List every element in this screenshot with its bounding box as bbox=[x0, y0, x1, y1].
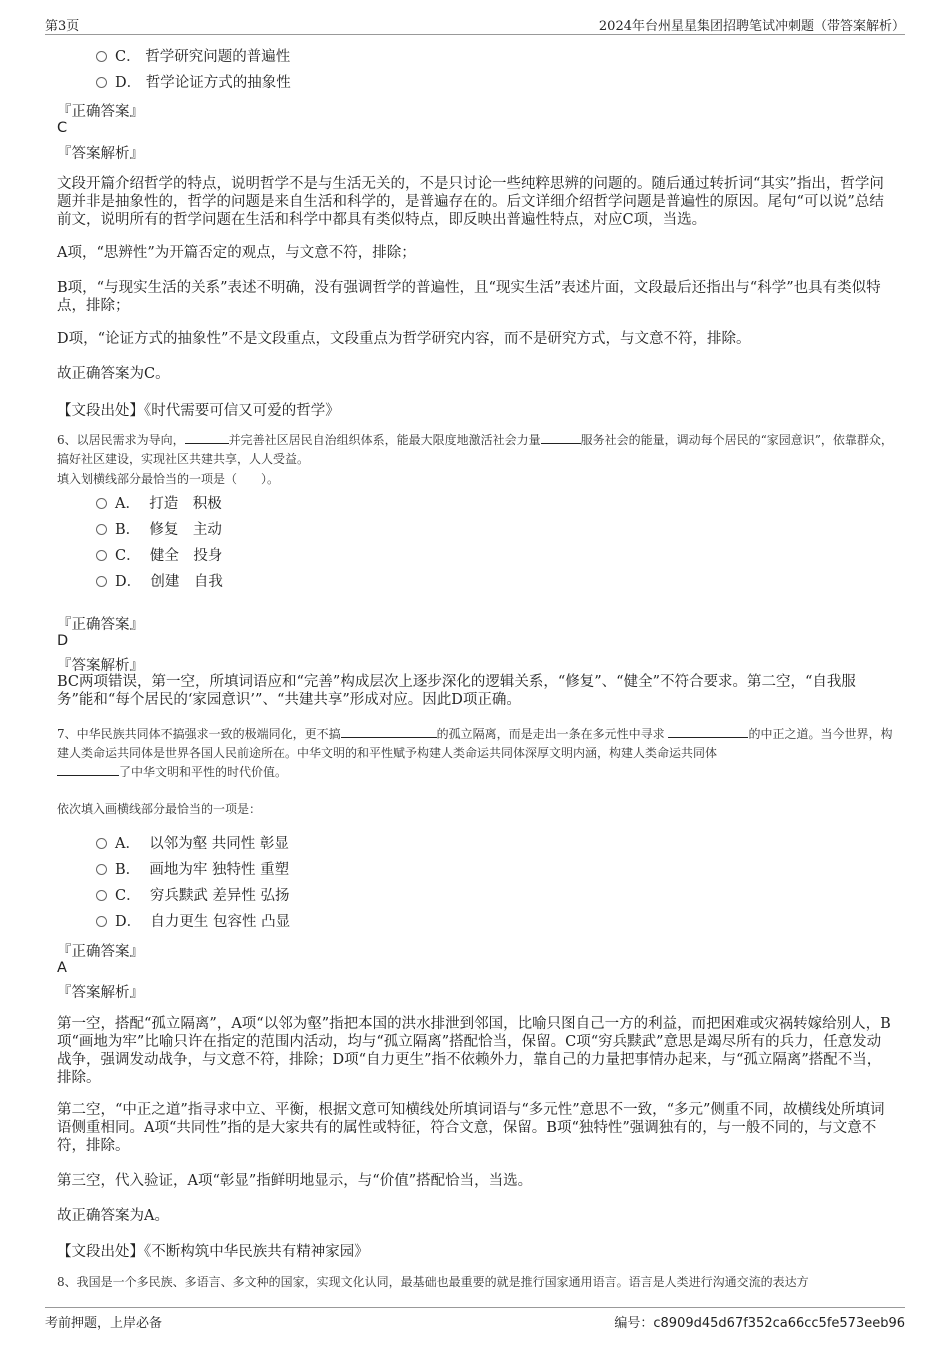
radio-icon[interactable] bbox=[96, 498, 107, 509]
document-title: 2024年台州星星集团招聘笔试冲刺题（带答案解析） bbox=[598, 19, 905, 34]
option-c[interactable]: C． 健全 投身 bbox=[96, 546, 222, 566]
page-header bbox=[45, 15, 905, 33]
analysis-label: 『答案解析』 bbox=[57, 146, 144, 162]
analysis-paragraph: 第一空，搭配“孤立隔离”，A项“以邻为壑”指把本国的洪水排泄到邻国，比喻只图自己一方的利益，而把困难或灾祸转嫁给别人，B项“画地为牢”比喻只许在指定的范围内活动，均与“孤立隔离”搭配恰当，保留。C项“穷兵黩武”意思是竭尽所有的兵力，任意发动战争，强调发动战争，与文意不符，排除；D项“自力更生”指不依赖外力，靠自己的力量把事情办起来，与“孤立隔离”搭配不当，排除。 bbox=[57, 1016, 891, 1086]
analysis-label: 『答案解析』 bbox=[57, 985, 144, 1001]
radio-icon[interactable] bbox=[96, 864, 107, 875]
radio-icon[interactable] bbox=[96, 524, 107, 535]
analysis-paragraph: 故正确答案为C。 bbox=[57, 366, 170, 382]
option-c[interactable]: C． 哲学研究问题的普遍性 bbox=[96, 47, 290, 67]
blank-line bbox=[185, 443, 229, 444]
blank-line bbox=[668, 737, 748, 738]
answer-label: 『正确答案』 bbox=[57, 944, 144, 960]
blank-line bbox=[341, 737, 437, 738]
header-divider bbox=[45, 34, 905, 35]
analysis-paragraph: B项，“与现实生活的关系”表述不明确，没有强调哲学的普遍性，且“现实生活”表述片面，文段最后还指出与“科学”也具有类似特点，排除； bbox=[57, 280, 881, 314]
option-b[interactable]: B． 修复 主动 bbox=[96, 520, 222, 540]
page-footer bbox=[45, 1312, 905, 1330]
radio-icon[interactable] bbox=[96, 576, 107, 587]
question-7-stem: 7、中华民族共同体不搞强求一致的极端同化，更不搞 的孤立隔离，而是走出一条在多元性中寻求 的中正之道。当今世界，构建人类命运共同体是世界各国人民前途所在。中华文明的和平性赋予构建人类命运共同体深厚文明内涵，构建人类命运共同体 了中华文明和平性的时代价值。 bbox=[57, 727, 893, 779]
answer-value: C bbox=[57, 120, 68, 136]
analysis-paragraph: 第二空，“中正之道”指寻求中立、平衡，根据文意可知横线处所填词语与“多元性”意思不一致，“多元”侧重不同，故横线处所填词语侧重相同。A项“共同性”指的是大家共有的属性或特征，符合文意，保留。B项“独特性”强调独有的，与一般不同的，与文意不符，排除。 bbox=[57, 1102, 885, 1154]
footer-divider bbox=[45, 1307, 905, 1308]
page-number: 第3页 bbox=[45, 19, 80, 34]
radio-icon[interactable] bbox=[96, 916, 107, 927]
footer-slogan: 考前押题，上岸必备 bbox=[45, 1316, 163, 1331]
blank-line bbox=[541, 443, 581, 444]
radio-icon[interactable] bbox=[96, 77, 107, 88]
question-8-stem: 8、我国是一个多民族、多语言、多文种的国家，实现文化认同，最基础也最重要的就是推行国家通用语言。语言是人类进行沟通交流的表达方 bbox=[57, 1275, 809, 1289]
answer-value: A bbox=[57, 960, 67, 976]
analysis-label: 『答案解析』 bbox=[57, 658, 144, 674]
answer-label: 『正确答案』 bbox=[57, 617, 144, 633]
radio-icon[interactable] bbox=[96, 838, 107, 849]
option-d[interactable]: D． 自力更生 包容性 凸显 bbox=[96, 912, 290, 932]
question-6-stem: 6、以居民需求为导向， 并完善社区居民自治组织体系，能最大限度地激活社会力量 服务社会的能量，调动每个居民的“家园意识”，依靠群众，搞好社区建设，实现社区共建共享，人人受益。 bbox=[57, 433, 893, 466]
blank-line bbox=[57, 775, 119, 776]
option-d[interactable]: D． 哲学论证方式的抽象性 bbox=[96, 73, 291, 93]
answer-label: 『正确答案』 bbox=[57, 104, 144, 120]
passage-source: 【文段出处】《不断构筑中华民族共有精神家园》 bbox=[57, 1244, 369, 1260]
analysis-paragraph: 第三空，代入验证，A项“彰显”指鲜明地显示，与“价值”搭配恰当，当选。 bbox=[57, 1173, 533, 1189]
option-a[interactable]: A． 打造 积极 bbox=[96, 494, 222, 514]
analysis-paragraph: 故正确答案为A。 bbox=[57, 1208, 169, 1224]
option-b[interactable]: B． 画地为牢 独特性 重塑 bbox=[96, 860, 289, 880]
option-c[interactable]: C． 穷兵黩武 差异性 弘扬 bbox=[96, 886, 290, 906]
radio-icon[interactable] bbox=[96, 51, 107, 62]
document-code: 编号：c8909d45d67f352ca66cc5fe573eeb96 bbox=[614, 1316, 905, 1331]
option-d[interactable]: D． 创建 自我 bbox=[96, 572, 223, 592]
radio-icon[interactable] bbox=[96, 550, 107, 561]
passage-source: 【文段出处】《时代需要可信又可爱的哲学》 bbox=[57, 403, 340, 419]
option-a[interactable]: A． 以邻为壑 共同性 彰显 bbox=[96, 834, 289, 854]
radio-icon[interactable] bbox=[96, 890, 107, 901]
question-7-prompt: 依次填入画横线部分最恰当的一项是： bbox=[57, 802, 262, 816]
question-6-prompt: 填入划横线部分最恰当的一项是（ ）。 bbox=[57, 472, 280, 486]
analysis-paragraph: D项，“论证方式的抽象性”不是文段重点，文段重点为哲学研究内容，而不是研究方式，与文意不符，排除。 bbox=[57, 331, 751, 347]
analysis-paragraph: BC两项错误，第一空，所填词语应和“完善”构成层次上逐步深化的逻辑关系，“修复”、“健全”不符合要求。第二空，“自我服务”能和“每个居民的‘家园意识’”、“共建共享”形成对应。因此D项正确。 bbox=[57, 674, 856, 708]
analysis-paragraph: 文段开篇介绍哲学的特点，说明哲学不是与生活无关的，不是只讨论一些纯粹思辨的问题的。随后通过转折词“其实”指出，哲学问题并非是抽象性的，哲学的问题是来自生活和科学的，是普遍存在的。后文详细介绍哲学问题是普遍性的原因。尾句“可以说”总结前文，说明所有的哲学问题在生活和科学中都具有类似特点，即反映出普遍性特点，对应C项，当选。 bbox=[57, 176, 884, 228]
analysis-paragraph: A项，“思辨性”为开篇否定的观点，与文意不符，排除； bbox=[57, 245, 416, 261]
answer-value: D bbox=[57, 633, 69, 649]
